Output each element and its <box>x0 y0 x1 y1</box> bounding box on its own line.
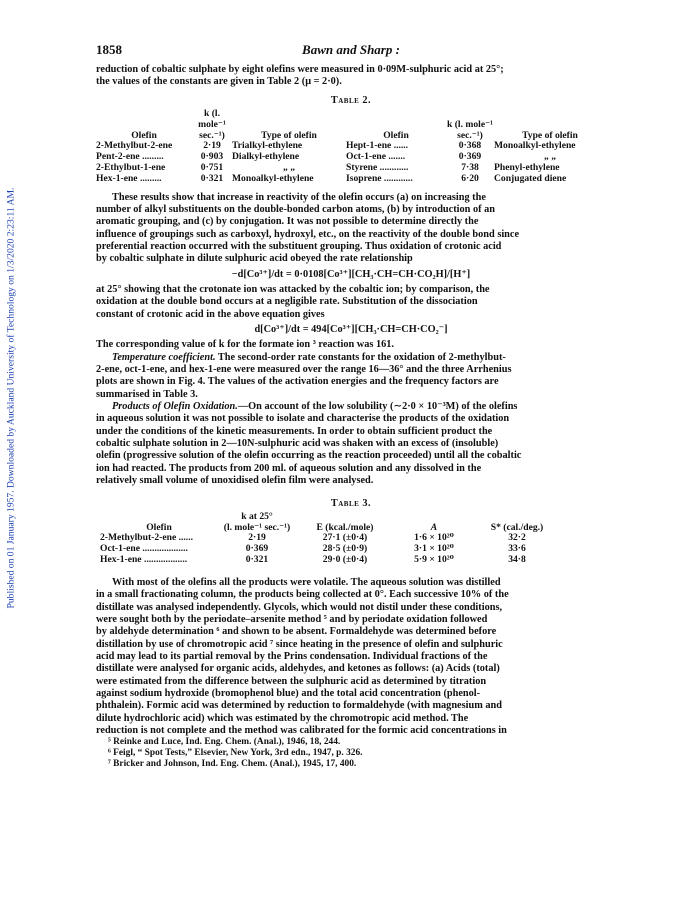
col-header: k (l. mole⁻¹ <box>446 118 494 130</box>
text-line: phthalein). Formic acid was determined by reduction to formaldehyde (with magnesium and <box>96 700 502 712</box>
text-line: aromatic grouping, and (c) by conjugation. It was not possible to determine directly the <box>96 216 479 228</box>
text-line: dilute hydrochloric acid) which was estimated by the chromotropic acid method. The <box>96 712 469 724</box>
paragraph-products <box>96 401 606 487</box>
equation-crotonate: d[Co³⁺]/dt = 494[Co³⁺][CH₃·CH=CH·CO₂⁻] <box>254 324 448 336</box>
text-line: were estimated from the difference between the sulphuric acid as determined by titration <box>96 675 487 687</box>
footnote: ⁷ Bricker and Johnson, Ind. Eng. Chem. (Anal.), 1945, 17, 400. <box>108 759 357 770</box>
paragraph-crotonate <box>96 284 606 321</box>
text-line: the values of the constants are given in Table 2 (μ = 2·0). <box>96 76 342 88</box>
download-watermark <box>4 88 18 708</box>
col-header: E (kcal./mole) <box>316 521 374 533</box>
col-header: k (l. mole⁻¹ <box>198 108 226 130</box>
col-header: sec.⁻¹) <box>199 129 225 141</box>
col-header: Type of olefin <box>522 129 578 141</box>
text-line: number of alkyl substituents on the double-bonded carbon atoms, (b) by introduction of an <box>96 203 495 215</box>
text-line: plots are shown in Fig. 4. The values of the activation energies and the frequency factors are <box>96 376 499 388</box>
table3-caption: Table 3. <box>330 497 372 509</box>
col-header: A <box>430 521 438 533</box>
footnotes <box>96 737 606 770</box>
text-line: by cobaltic sulphate in dilute sulphuric acid obeyed the rate relationship <box>96 253 413 265</box>
table-row: Hex-1-ene .................. 0·321 29·0 (±0·4) 5·9 × 10²⁰ 34·8 <box>100 554 526 566</box>
text-line: acid may lead to its partial removal by the Prins condensation. Individual fractions of the <box>96 650 488 662</box>
paragraph-formate <box>96 339 606 351</box>
text-line: preferential reaction occurred with the substituent grouping. Thus oxidation of crotonic acid <box>96 240 502 252</box>
section-heading: Temperature coefficient. <box>112 351 216 363</box>
paper-page <box>96 44 606 770</box>
text-line: reduction of cobaltic sulphate by eight olefins were measured in 0·09M-sulphuric acid at 25°; <box>96 64 504 75</box>
running-head: Bawn and Sharp : <box>302 42 400 57</box>
text-line: by aldehyde determination ⁶ and shown to be absent. Formaldehyde was determined before <box>96 626 497 638</box>
footnote: ⁶ Feigl, “ Spot Tests,” Elsevier, New York, 3rd edn., 1947, p. 326. <box>108 748 363 759</box>
text-line: 2-ene, oct-1-ene, and hex-1-ene were measured over the range 16—36° and the three Arrhenius <box>96 364 512 376</box>
col-header: S* (cal./deg.) <box>490 521 544 533</box>
table2-caption: Table 2. <box>330 94 372 106</box>
col-header: Olefin <box>146 521 172 533</box>
text-line: constant of crotonic acid in the above equation gives <box>96 308 325 320</box>
text-line: in a small fractionating column, the products being collected at 0°. Each successive 10% of the <box>96 589 509 601</box>
table-row: Pent-2-ene ......... 0·903 Dialkyl-ethylene Oct-1-ene ....... 0·369 „ „ <box>96 151 556 163</box>
text-line: olefin (progressive solution of the olefin occurring as the reaction proceeded) until all the cobaltic <box>96 450 522 462</box>
text-line: reduction is not complete and the method was calibrated for the formic acid concentrations in <box>96 724 507 736</box>
text-line: Products of Olefin Oxidation.—On account of the low solubility (∼2·0 × 10⁻³M) of the olefins <box>112 401 518 413</box>
table-3 <box>100 512 560 566</box>
page-header <box>96 44 606 64</box>
text-line: With most of the olefins all the products were volatile. The aqueous solution was distilled <box>112 576 501 588</box>
text-line: at 25° showing that the crotonate ion was attacked by the cobaltic ion; by comparison, the <box>96 284 490 296</box>
footnote: ⁵ Reinke and Luce, Ind. Eng. Chem. (Anal.), 1946, 18, 244. <box>108 737 341 748</box>
table-header-row <box>96 109 606 131</box>
col-header: k at 25° <box>241 510 273 522</box>
equation-rate: −d[Co³⁺]/dt = 0·0108[Co³⁺][CH₃·CH=CH·CO₂H]/[H⁺] <box>231 268 471 280</box>
page-number: 1858 <box>96 42 122 57</box>
text-line: Temperature coefficient. The second-order rate constants for the oxidation of 2-methylbut- <box>112 351 506 363</box>
col-header: Type of olefin <box>261 129 317 141</box>
paragraph-analysis <box>96 577 606 737</box>
text-line: relatively small volume of unoxidised olefin film were analysed. <box>96 475 374 487</box>
text-line: against sodium hydroxide (bromophenol blue) and the total acid concentration (phenol- <box>96 687 481 699</box>
col-header: Olefin <box>131 129 157 141</box>
intro-paragraph <box>96 64 606 89</box>
text-line: distillate were analysed for organic acids, aldehydes, and ketones as follows: (a) Acids (total) <box>96 663 500 675</box>
text-line: oxidation at the double bond occurs at a negligible rate. Substitution of the dissociation <box>96 296 478 308</box>
paragraph-reactivity <box>96 192 606 266</box>
text-line: influence of groupings such as carboxyl, hydroxyl, etc., on the reactivity of the double bond since <box>96 228 520 240</box>
col-header: (l. mole⁻¹ sec.⁻¹) <box>223 521 291 533</box>
table-row: 2-Ethylbut-1-ene 0·751 „ „ Styrene ............ 7·38 Phenyl-ethylene <box>96 162 560 174</box>
table-row: 2-Methylbut-2-ene ...... 2·19 27·1 (±0·4) 1·6 × 10²⁰ 32·2 <box>100 532 526 544</box>
text-line: distillate was analysed independently. Glycols, which would not distil under these conditions, <box>96 601 503 613</box>
section-heading: Products of Olefin Oxidation. <box>112 401 238 413</box>
table-row: 2-Methylbut-2-ene 2·19 Trialkyl-ethylene Hept-1-ene ...... 0·368 Monoalkyl-ethylene <box>96 140 576 152</box>
paragraph-temperature <box>96 352 606 401</box>
col-header: sec.⁻¹) <box>457 129 483 141</box>
text-line: were sought both by the periodate–arsenite method ⁵ and by periodate oxidation followed <box>96 613 488 625</box>
table-row: Oct-1-ene ................... 0·369 28·5 (±0·9) 3·1 × 10²⁰ 33·6 <box>100 543 526 555</box>
table-2 <box>96 109 606 185</box>
text-line: The corresponding value of k for the formate ion ³ reaction was 161. <box>96 339 394 351</box>
text-line: in aqueous solution it was not possible to isolate and characterise the products of the oxidation <box>96 413 510 425</box>
text-line: These results show that increase in reactivity of the olefin occurs (a) on increasing the <box>112 191 486 203</box>
text-line: ion had reacted. The products from 200 ml. of aqueous solution and any dissolved in the <box>96 462 482 474</box>
text-line: summarised in Table 3. <box>96 388 198 400</box>
download-watermark-text: Published on 01 January 1957. Downloaded by Auckland University of Technology on 1/3/2020 2:23:11 AM. <box>5 187 17 609</box>
text-line: distillation by use of chromotropic acid ⁷ since heating in the presence of olefin and sulphuric <box>96 638 503 650</box>
text-line: cobaltic sulphate solution in 2—10N-sulphuric acid was shaken with an excess of (insoluble) <box>96 438 499 450</box>
text-line: under the conditions of the kinetic measurements. In order to obtain sufficient product the <box>96 425 493 437</box>
table-row: Hex-1-ene ......... 0·321 Monoalkyl-ethylene Isoprene ............ 6·20 Conjugated diene <box>96 172 567 184</box>
col-header: Olefin <box>383 129 409 141</box>
